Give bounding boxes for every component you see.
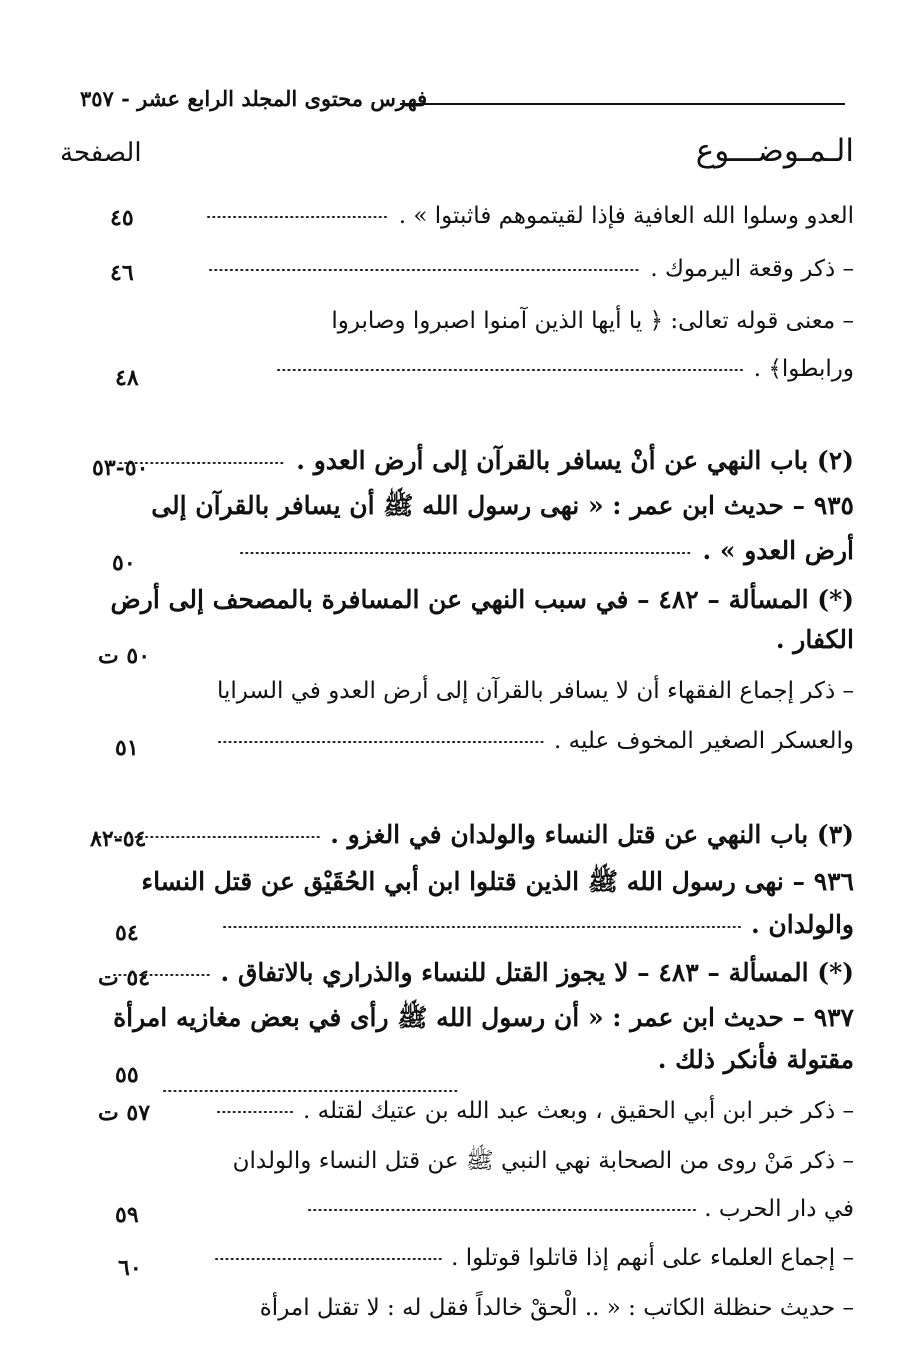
index-line: الكفار . [775,625,854,654]
page-number: ٥٠ ت [98,643,151,669]
chapter-heading: (٢) باب النهي عن أنْ يسافر بالقرآن إلى أرض العدو . [118,446,854,475]
leader-dots [276,368,746,372]
index-line: والولدان . [222,910,854,939]
header-rule [400,103,845,105]
leader-dots [206,215,391,219]
page-number: ٥٧ ت [98,1100,151,1126]
column-heading-topic: الـمـوضـــوع [695,133,854,169]
leader-dots [217,740,547,744]
index-line: – ذكر خبر ابن أبي الحقيق ، وبعث عبد الله بن عتيك لقتله . [216,1098,854,1124]
leader-dots [214,1257,444,1261]
running-header: فهرس محتوى المجلد الرابع عشر - ٣٥٧ [80,86,428,111]
index-line: أرض العدو » . [239,536,854,565]
leader-dots [222,925,742,929]
page-number: ٥٤ ت [98,965,151,991]
chapter-heading: (٣) باب النهي عن قتل النساء والولدان في الغزو . [92,820,854,849]
page-number: ٤٥ [110,205,134,231]
page-number: ٥١ [115,735,139,761]
masala-entry: (*) المسألة – ٤٨٢ – في سبب النهي عن المسافرة بالمصحف إلى أرض [110,585,854,614]
column-heading-page: الصفحة [60,138,142,168]
index-line: في دار الحرب . [307,1196,854,1222]
page-number: ٦٠ [118,1255,142,1281]
leader-dots [239,551,694,555]
page-number: ٥٩ [115,1202,139,1228]
page-number: ٥٥ [115,1062,139,1088]
index-line: – معنى قوله تعالى: ﴿ يا أيها الذين آمنوا اصبروا وصابروا [331,308,854,334]
leader-dots [208,268,643,272]
index-line: مقتولة فأنكر ذلك . [657,1045,854,1074]
hadith-entry: ٩٣٧ – حديث ابن عمر : « أن رسول الله ﷺ رأى في بعض مغازيه امرأة [113,1003,854,1032]
hadith-entry: ٩٣٦ – نهى رسول الله ﷺ الذين قتلوا ابن أبي الحُقَيْق عن قتل النساء [141,867,854,896]
masala-entry: (*) المسألة – ٤٨٣ – لا يجوز القتل للنساء والذراري بالاتفاق . [112,958,854,987]
page-number: ٤٨ [115,365,139,391]
hadith-entry: ٩٣٥ – حديث ابن عمر : « نهى رسول الله ﷺ أن يسافر بالقرآن إلى [151,491,854,520]
page-number: ٥٠ [112,550,136,576]
page-number: ٤٦ [110,260,134,286]
index-line: – ذكر وقعة اليرموك . [208,256,854,282]
index-line: ورابطوا﴾ . [276,356,854,382]
index-line: – حديث حنظلة الكاتب : « .. الْحقْ خالداً فقل له : لا تقتل امرأة [259,1295,854,1321]
leader-dots [162,1078,460,1097]
index-line: – إجماع العلماء على أنهم إذا قاتلوا قوتلوا . [214,1245,854,1271]
leader-dots [216,1110,296,1114]
page-range: ٥٠-٥٣ [92,455,149,481]
index-line: – ذكر إجماع الفقهاء أن لا يسافر بالقرآن إلى أرض العدو في السرايا [217,678,854,704]
leader-dots [307,1208,697,1212]
page-number: ٥٤ [115,920,139,946]
index-line: العدو وسلوا الله العافية فإذا لقيتموهم فاثبتوا » . [206,203,854,229]
index-line: – ذكر مَنْ روى من الصحابة نهي النبي ﷺ عن قتل النساء والولدان [232,1148,854,1174]
page-range: ٥٤-٨٢ [90,826,147,852]
index-line: والعسكر الصغير المخوف عليه . [217,728,854,754]
